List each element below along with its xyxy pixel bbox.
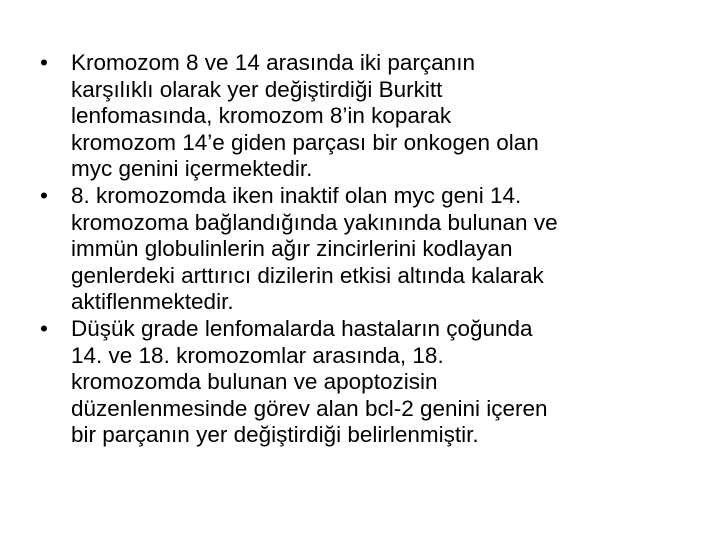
bullet-2-line-2: kromozoma bağlandığında yakınında bulunan ve	[71, 209, 558, 235]
bullet-item-2	[40, 183, 680, 316]
bullet-2-line-1: 8. kromozomda iken inaktif olan myc geni 14.	[71, 182, 522, 208]
bullet-2-line-4: genlerdeki arttırıcı dizilerin etkisi altında kalarak	[71, 262, 544, 288]
bullet-1-line-3: lenfomasında, kromozom 8’in koparak	[71, 103, 452, 129]
bullet-3-line-2: 14. ve 18. kromozomlar arasında, 18.	[71, 342, 444, 368]
bullet-1-line-5: myc genini içermektedir.	[71, 156, 313, 182]
bullet-2-line-5: aktiflenmektedir.	[71, 289, 234, 315]
bullet-item-1	[40, 50, 680, 183]
bullet-3-line-1: Düşük grade lenfomalarda hastaların çoğunda	[71, 315, 533, 341]
bullet-dot-icon: •	[40, 50, 48, 75]
bullet-dot-icon: •	[40, 182, 48, 208]
bullet-1-line-2: karşılıklı olarak yer değiştirdiği Burkitt	[71, 76, 443, 102]
bullet-item-3	[40, 316, 680, 449]
bullet-3-line-5: bir parçanın yer değiştirdiği belirlenmiştir.	[71, 422, 479, 448]
bullet-2-line-3: immün globulinlerin ağır zincirlerini kodlayan	[71, 236, 513, 262]
bullet-1-line-4: kromozom 14’e giden parçası bir onkogen olan	[71, 129, 539, 155]
bullet-3-line-3: kromozomda bulunan ve apoptozisin	[71, 369, 438, 395]
bullet-list	[40, 50, 680, 449]
bullet-dot-icon: •	[40, 315, 48, 341]
bullet-1-line-1: Kromozom 8 ve 14 arasında iki parçanın	[71, 50, 475, 75]
bullet-3-line-4: düzenlenmesinde görev alan bcl-2 genini içeren	[71, 395, 548, 421]
